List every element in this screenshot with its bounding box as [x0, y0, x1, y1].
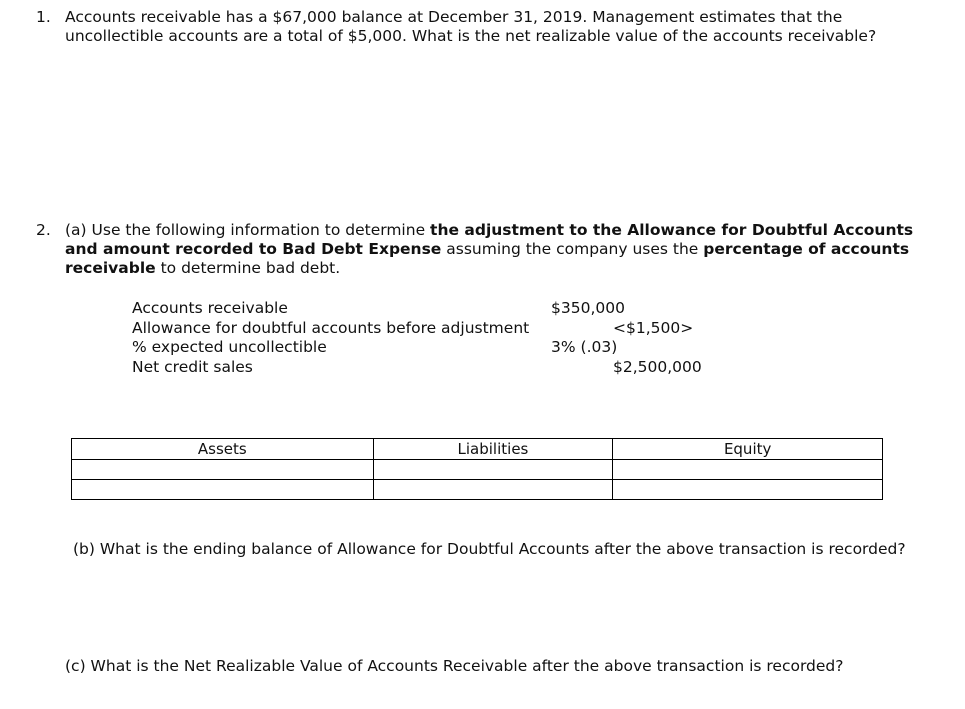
header-equity: Equity	[613, 439, 883, 460]
table-row	[72, 480, 883, 500]
table-cell-liabilities[interactable]	[373, 480, 613, 500]
info-label: Accounts receivable	[132, 299, 288, 317]
info-value: 3% (.03)	[551, 338, 618, 356]
part-a-prefix: (a) Use the following information to determine	[65, 221, 431, 239]
info-value: $350,000	[551, 299, 625, 317]
question-1-text: Accounts receivable has a $67,000 balance at December 31, 2019. Management estimates that the uncollectible accounts are a total of $5,000. What is the net realizable value of the accounts receivable?	[65, 8, 877, 45]
question-number: 1.	[36, 8, 51, 26]
info-row	[132, 338, 327, 358]
info-row	[132, 299, 288, 319]
table-cell-equity[interactable]	[613, 460, 883, 480]
question-2a-text	[65, 221, 915, 278]
table-cell-equity[interactable]	[613, 480, 883, 500]
table-row	[72, 460, 883, 480]
info-label: Allowance for doubtful accounts before adjustment	[132, 318, 530, 337]
question-number: 2.	[36, 221, 51, 239]
info-label: Net credit sales	[132, 357, 253, 376]
header-assets: Assets	[72, 439, 374, 460]
header-liabilities: Liabilities	[373, 439, 613, 460]
part-a-suffix: to determine bad debt.	[155, 259, 341, 277]
table-header-row	[72, 439, 883, 460]
info-value: $2,500,000	[613, 357, 702, 376]
info-row	[132, 358, 253, 378]
question-2c-text: (c) What is the Net Realizable Value of Accounts Receivable after the above transaction is recorded?	[65, 657, 844, 675]
table-cell-assets[interactable]	[72, 480, 374, 500]
info-value: <$1,500>	[613, 318, 694, 337]
info-label: % expected uncollectible	[132, 338, 327, 356]
part-a-bold-2: percentage of accounts receivable	[65, 240, 910, 277]
table-cell-assets[interactable]	[72, 460, 374, 480]
part-a-bold-1: the adjustment to the Allowance for Doubtful Accounts and amount recorded to Bad Debt Expense	[65, 221, 914, 258]
part-a-mid: assuming the company uses the	[441, 240, 704, 258]
info-row	[132, 319, 529, 339]
table-cell-liabilities[interactable]	[373, 460, 613, 480]
accounting-equation-table	[71, 438, 883, 500]
question-2b-text: (b) What is the ending balance of Allowance for Doubtful Accounts after the above transaction is recorded?	[73, 540, 906, 558]
info-block	[132, 299, 732, 379]
